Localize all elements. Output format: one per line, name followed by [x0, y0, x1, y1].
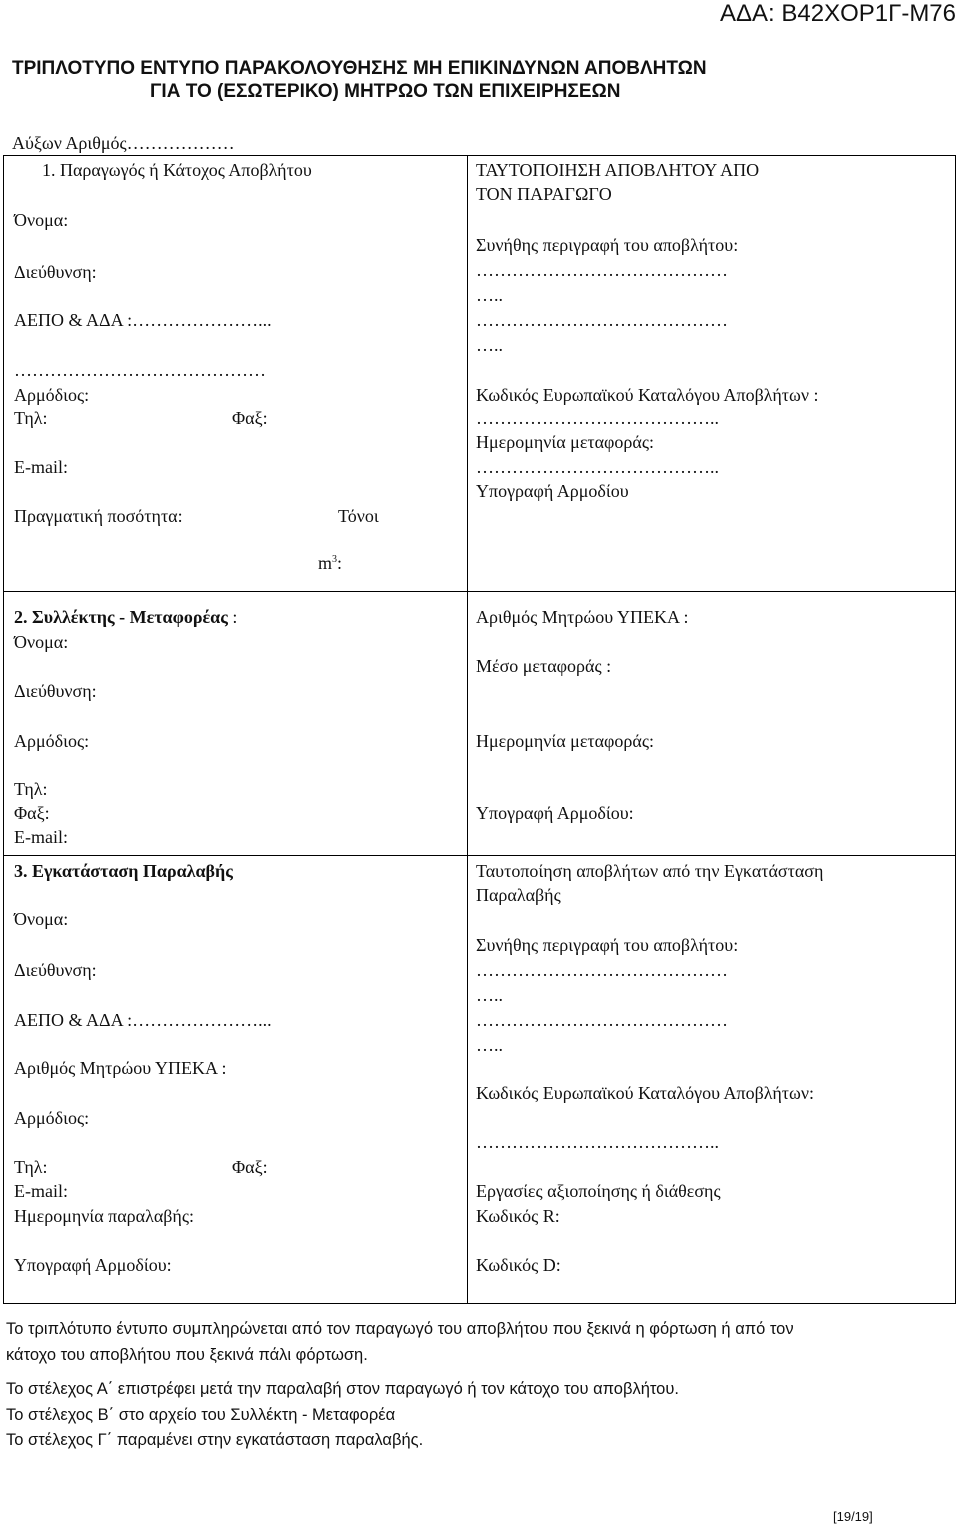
ada-header: ΑΔΑ: Β42ΧΟΡ1Γ-Μ76 — [719, 0, 956, 27]
ewc-code-dots: ………………………………….. — [476, 408, 719, 428]
section-divider-1 — [3, 591, 956, 592]
waste-description-dots-2: …………………………………… — [476, 310, 728, 330]
producer-responsible-label: Αρμόδιος: — [14, 385, 90, 405]
facility-ewc-code-label: Κωδικός Ευρωπαϊκού Καταλόγου Αποβλήτων: — [476, 1083, 814, 1103]
facility-responsible-label: Αρμόδιος: — [14, 1108, 90, 1128]
facility-name-label: Όνομα: — [14, 909, 69, 929]
form-right-border — [955, 155, 956, 1304]
ewc-code-label: Κωδικός Ευρωπαϊκού Καταλόγου Αποβλήτων : — [476, 385, 819, 405]
collector-responsible-label: Αρμόδιος: — [14, 731, 90, 751]
facility-description-dots-2: …………………………………… — [476, 1010, 728, 1030]
recovery-disposal-operations-label: Εργασίες αξιοποίησης ή διάθεσης — [476, 1181, 721, 1201]
code-r-label: Κωδικός R: — [476, 1206, 560, 1226]
collector-fax-label: Φαξ: — [14, 803, 50, 823]
form-bottom-border — [3, 1303, 956, 1304]
producer-address-label: Διεύθυνση: — [14, 262, 97, 282]
form-column-divider — [467, 155, 468, 1304]
producer-aepo-field: ΑΕΠΟ & ΑΔΑ :…………………... — [14, 310, 272, 330]
facility-signature-label: Υπογραφή Αρμοδίου: — [14, 1255, 172, 1275]
collector-name-label: Όνομα: — [14, 632, 69, 652]
producer-name-label: Όνομα: — [14, 210, 69, 230]
form-left-border — [3, 155, 4, 1304]
facility-registry-number-label: Αριθμός Μητρώου ΥΠΕΚΑ : — [14, 1058, 227, 1078]
facility-ewc-code-dots: ………………………………….. — [476, 1132, 719, 1152]
facility-fax-label: Φαξ: — [232, 1157, 268, 1177]
transport-date-dots: ………………………………….. — [476, 457, 719, 477]
form-title-line1: ΤΡΙΠΛΟΤΥΠΟ ΕΝΤΥΠΟ ΠΑΡΑΚΟΛΟΥΘΗΣΗΣ ΜΗ ΕΠΙΚΙΝΔΥΝΩΝ ΑΠΟΒΛΗΤΩΝ — [12, 58, 707, 79]
tons-label: Τόνοι — [338, 506, 379, 526]
waste-description-dots-1: …………………………………… — [476, 260, 728, 280]
facility-email-label: E-mail: — [14, 1181, 68, 1201]
receipt-date-label: Ημερομηνία παραλαβής: — [14, 1206, 194, 1226]
collector-signature-label: Υπογραφή Αρμοδίου: — [476, 803, 634, 823]
waste-common-description-label: Συνήθης περιγραφή του αποβλήτου: — [476, 235, 739, 255]
producer-signature-label: Υπογραφή Αρμοδίου — [476, 481, 629, 501]
form-title-line2: ΓΙΑ ΤΟ (ΕΣΩΤΕΡΙΚΟ) ΜΗΤΡΩΟ ΤΩΝ ΕΠΙΧΕΙΡΗΣΕΩΝ — [150, 81, 621, 102]
actual-quantity-label: Πραγματική ποσότητα: — [14, 506, 183, 526]
section1-heading: 1. Παραγωγός ή Κάτοχος Αποβλήτου — [42, 160, 312, 180]
transport-date-label: Ημερομηνία μεταφοράς: — [476, 432, 654, 452]
collector-transport-date-label: Ημερομηνία μεταφοράς: — [476, 731, 654, 751]
facility-aepo-field: ΑΕΠΟ & ΑΔΑ :…………………... — [14, 1010, 272, 1030]
facility-waste-id-heading-line2: Παραλαβής — [476, 885, 561, 905]
facility-common-description-label: Συνήθης περιγραφή του αποβλήτου: — [476, 935, 739, 955]
facility-description-dots-1b: ….. — [476, 985, 503, 1005]
serial-number: Αύξων Αριθμός……………… — [12, 133, 235, 153]
collector-email-label: E-mail: — [14, 827, 68, 847]
producer-aepo-continuation: …………………………………… — [14, 360, 266, 380]
waste-id-heading-line1: ΤΑΥΤΟΠΟΙΗΣΗ ΑΠΟΒΛΗΤΟΥ ΑΠΟ — [476, 160, 760, 180]
facility-tel-label: Τηλ: — [14, 1157, 48, 1177]
facility-description-dots-2b: ….. — [476, 1035, 503, 1055]
collector-tel-label: Τηλ: — [14, 779, 48, 799]
waste-description-dots-1b: ….. — [476, 285, 503, 305]
producer-email-label: E-mail: — [14, 457, 68, 477]
form-top-border — [3, 155, 956, 156]
waste-description-dots-2b: ….. — [476, 335, 503, 355]
page-number: [19/19] — [833, 1509, 873, 1524]
code-d-label: Κωδικός D: — [476, 1255, 561, 1275]
collector-address-label: Διεύθυνση: — [14, 681, 97, 701]
note-paragraph-1b: κάτοχο του αποβλήτου που ξεκινά πάλι φόρτωση. — [6, 1346, 368, 1364]
facility-description-dots-1: …………………………………… — [476, 960, 728, 980]
collector-registry-number-label: Αριθμός Μητρώου ΥΠΕΚΑ : — [476, 607, 689, 627]
waste-id-heading-line2: ΤΟΝ ΠΑΡΑΓΩΓΟ — [476, 184, 612, 204]
note-paragraph-2: Το στέλεχος Α΄ επιστρέφει μετά την παραλαβή στον παραγωγό ή τον κάτοχο του αποβλήτου. — [6, 1380, 679, 1398]
producer-fax-label: Φαξ: — [232, 408, 268, 428]
producer-tel-label: Τηλ: — [14, 408, 48, 428]
section-divider-2 — [3, 855, 956, 856]
section3-heading: 3. Εγκατάσταση Παραλαβής — [14, 861, 233, 881]
facility-waste-id-heading-line1: Ταυτοποίηση αποβλήτων από την Εγκατάσταση — [476, 861, 824, 881]
note-paragraph-1a: Το τριπλότυπο έντυπο συμπληρώνεται από τον παραγωγό του αποβλήτου που ξεκινά η φόρτωση ή από τον — [6, 1320, 794, 1338]
facility-address-label: Διεύθυνση: — [14, 960, 97, 980]
note-paragraph-3: Το στέλεχος Β΄ στο αρχείο του Συλλέκτη - Μεταφορέα — [6, 1406, 396, 1424]
section2-heading: 2. Συλλέκτης - Μεταφορέας : — [14, 607, 238, 627]
note-paragraph-4: Το στέλεχος Γ΄ παραμένει στην εγκατάσταση παραλαβής. — [6, 1431, 424, 1449]
cubic-meters-label: $m^3$: — [318, 553, 343, 573]
transport-means-label: Μέσο μεταφοράς : — [476, 656, 612, 676]
